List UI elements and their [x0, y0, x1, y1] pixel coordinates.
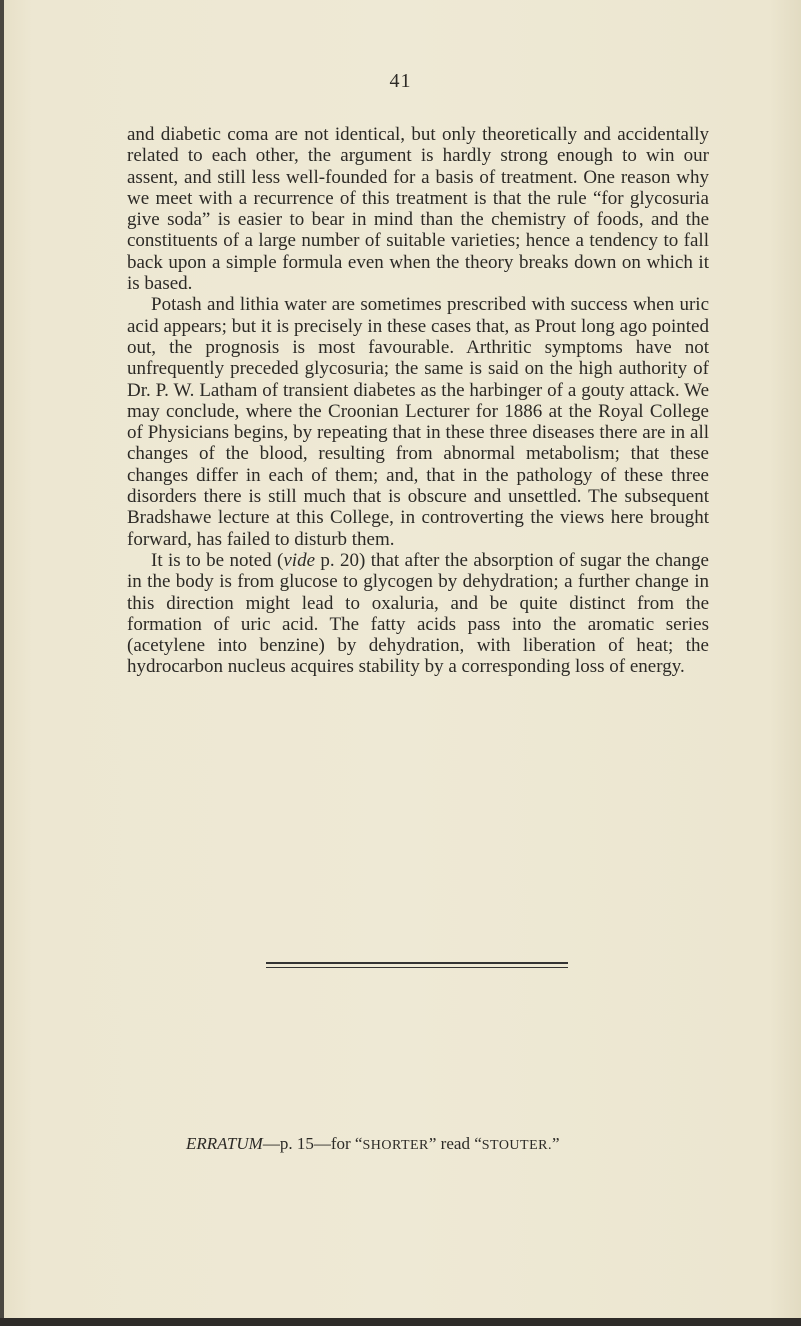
section-rule-thick: [266, 962, 568, 964]
erratum-right-word: STOUTER.: [481, 1138, 552, 1153]
erratum-text-1: —p. 15—for “: [262, 1134, 363, 1153]
vide-term: vide: [283, 549, 316, 571]
paragraph-3-before: It is to be noted (: [151, 549, 284, 571]
page-number: 41: [389, 70, 412, 92]
paragraph-3-after: p. 20) that after the absorption of sugar the change in the body is from glucose to glycogen by dehydration; a further change in this direction might lead to oxaluria, and be quite distinct from the formation of uric acid. The fatty acids pass into the aromatic series (acetylene into benzine) by dehydration, with liberation of heat; the hydrocarbon nucleus acquires stability by a corresponding loss of energy.: [127, 549, 709, 678]
page-left-edge: [0, 0, 4, 1326]
paragraph-2: Potash and lithia water are sometimes prescribed with success when uric acid appears; but it is precisely in these cases that, as Prout long ago pointed out, the prognosis is most favourable. Arthritic symptoms have not unfrequently preceded glycosuria; the same is said on the high authority of Dr. P. W. Latham of transient diabetes as the harbinger of a gouty attack. We may conclude, where the Croonian Lecturer for 1886 at the Royal College of Physicians begins, by repeating that in these three diseases there are in all changes of the blood, resulting from abnormal metabolism; that these changes differ in each of them; and, that in the pathology of these three disorders there is still much that is obscure and unsettled. The subsequent Bradshawe lecture at this College, in controverting the views here brought forward, has failed to disturb them.: [127, 294, 709, 550]
page-bottom-edge: [0, 1318, 801, 1326]
paragraph-1: and diabetic coma are not identical, but only theoretically and accidentally related to each other, the argument is hardly strong enough to win our assent, and still less well-founded for a basis of treatment. One reason why we meet with a recurrence of this treatment is that the rule “for glycosuria give soda” is easier to bear in mind than the chemistry of foods, and the constituents of a large number of suitable varieties; hence a tendency to fall back upon a simple formula even when the theory breaks down on which it is based.: [127, 124, 709, 295]
body-text: [127, 124, 709, 678]
erratum-text-2: ” read “: [428, 1134, 482, 1153]
erratum-note: [186, 1134, 560, 1154]
erratum-wrong-word: SHORTER: [362, 1138, 429, 1153]
erratum-text-3: ”: [551, 1134, 560, 1153]
paragraph-3: [127, 550, 709, 678]
section-rule-thin: [266, 967, 568, 968]
erratum-heading: ERRATUM: [186, 1134, 263, 1153]
